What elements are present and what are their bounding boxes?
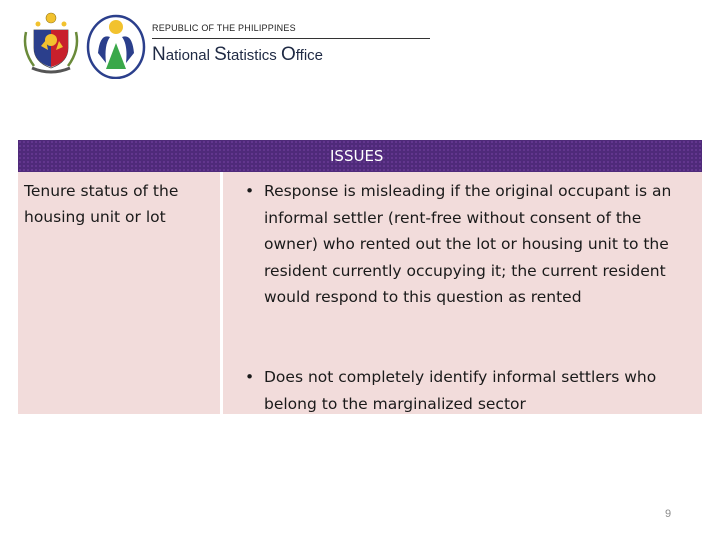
column-header-issues: ISSUES [330,147,384,165]
issue-text: Does not completely identify informal settlers who belong to the marginalized sector [264,368,657,413]
page-number: 9 [665,508,672,520]
bullet: • [245,368,255,386]
table-header [18,140,702,172]
country-label: REPUBLIC OF THE PHILIPPINES [152,23,296,33]
issues-table [18,140,702,414]
philippine-seal-icon [20,10,82,76]
issue-text: Response is misleading if the original occupant is an informal settler (rent-free without consent of the owner) who rented out the lot or housing unit to the resident currently occupying it; the current resident would respond to this question as rented [264,182,672,307]
organization-name: National Statistics Office [152,44,324,65]
nso-logo-icon [86,13,146,79]
slide-header [0,0,720,90]
bullet: • [245,182,255,200]
topic-cell [18,172,220,414]
header-rule [152,38,430,39]
issues-cell [223,172,702,414]
topic-text: Tenure status of the housing unit or lot [24,182,179,226]
